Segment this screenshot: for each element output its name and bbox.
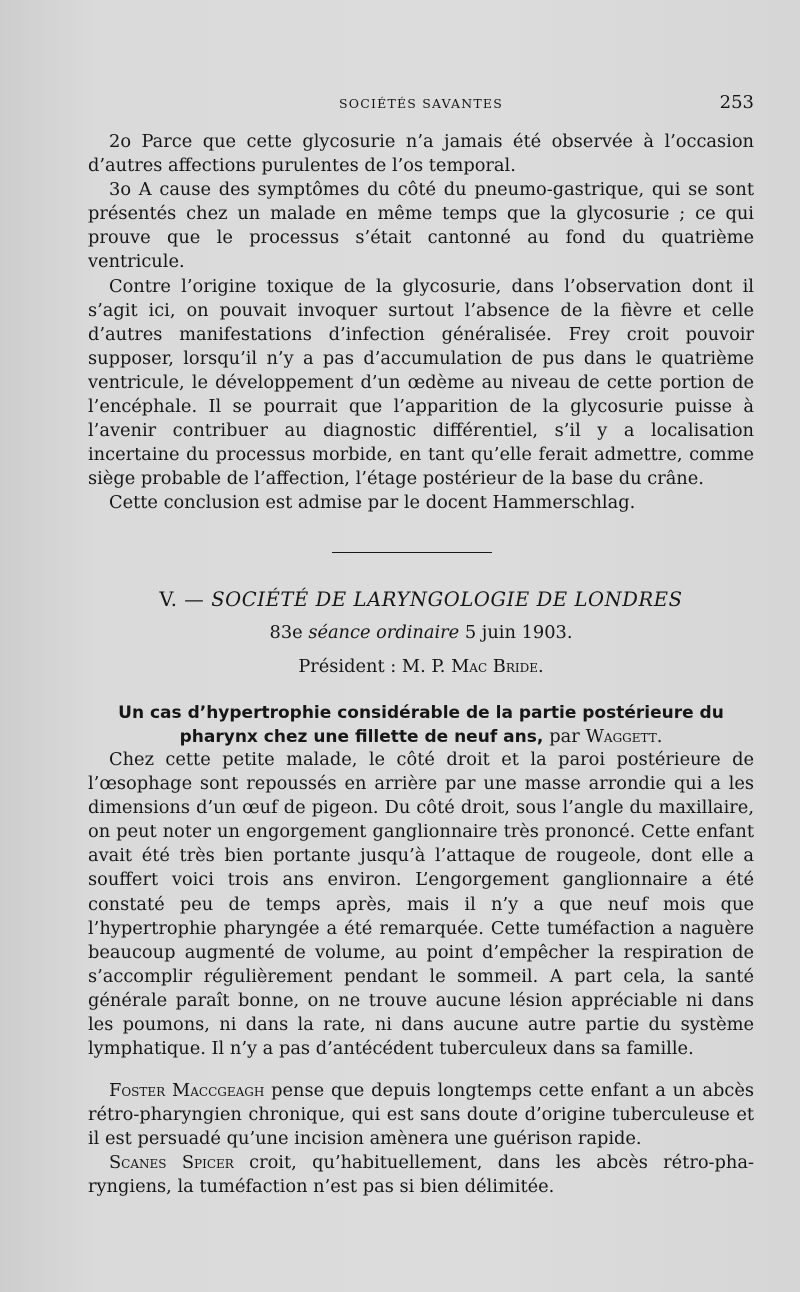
- speaker-text: croit, qu’habituellement, dans les abcès rétro-pharyngiens, la tuméfaction n’est pas si bien délimitée.: [88, 1152, 754, 1198]
- session-number: 83e: [269, 622, 303, 643]
- session-label: séance ordinaire: [308, 622, 460, 643]
- article-by: par: [549, 726, 580, 747]
- article-title-text: Un cas d’hypertrophie considérable de la partie postérieure du pharynx chez une fillette de neuf ans,: [118, 703, 724, 747]
- paragraph-point-2: 2o Parce que cette glycosurie n’a jamais été observée à l’occasion d’autres affections purulentes de l’os temporal.: [88, 131, 754, 177]
- section-divider: [332, 552, 492, 553]
- speaker-text: pense que depuis longtemps cette enfant a un abcès rétro-pharyngien chronique, qui est sans doute d’origine tuberculeuse et il est persuadé qu’une incision amènera une guérison rapide.: [88, 1080, 754, 1150]
- section-number: V. —: [159, 588, 205, 611]
- speaker-name: Scanes Spicer: [109, 1152, 234, 1174]
- paragraph-toxic-origin: Contre l’origine toxique de la glycosurie, dans l’observation dont il s’agit ici, on pouvait invoquer surtout l’absence de la fièvre et celle d’autres manifestations d’infection généralisée. Frey croit pouvoir supposer, lorsqu’il n’y a pas d’accumulation de pus dans le quatrième ventricule, le développement d’un œdème au niveau de cette portion de l’encéphale. Il se pourrait que l’apparition de la glycosurie puisse à l’avenir contribuer au diagnostic différentiel, s’il y a localisation incertaine du processus morbide, en tant qu’elle ferait admettre, comme siège probable de l’affection, l’étage postérieur de la base du crâne.: [88, 275, 754, 490]
- paragraph-conclusion: Cette conclusion est admise par le docent Hammerschlag.: [109, 492, 636, 514]
- president-line: [88, 656, 754, 677]
- page-number: 253: [719, 92, 754, 113]
- article-title: [88, 701, 754, 749]
- president-name: M. P. Mac Bride.: [401, 656, 544, 677]
- speaker-name: Foster Maccgeagh: [109, 1080, 265, 1101]
- article-body: [88, 748, 754, 1061]
- article-author: Waggett.: [585, 726, 663, 747]
- paragraph-point-3: 3o A cause des symptômes du côté du pneumo-gastrique, qui se sont présentés chez un malade en même temps que la glycosurie ; ce qui prouve que le processus s’était cantonné au fond du quatrième ventricule.: [88, 179, 754, 273]
- running-head-title: SOCIÉTÉS SAVANTES: [339, 96, 503, 111]
- article-paragraph: Chez cette petite malade, le côté droit et la paroi postérieure de l’œsophage sont repoussés en arrière par une masse arrondie qui a les dimensions d’un œuf de pigeon. Du côté droit, sous l’angle du maxillaire, on peut noter un engorgement ganglionnaire très prononcé. Cette enfant avait été très bien portante jusqu’à l’attaque de rougeole, dont elle a souffert voici trois ans environ. L’engorgement ganglionnaire a été constaté peu de temps après, mais il n’y a que neuf mois que l’hypertrophie pharyngée a été remarquée. Cette tuméfaction a naguère beaucoup augmenté de volume, au point d’empêcher la respiration de s’accomplir régulièrement pendant le sommeil. A part cela, la santé générale paraît bonne, on ne trouve aucune lésion appréciable ni dans les poumons, ni dans la rate, ni dans aucune autre partie du système lymphatique. Il n’y a pas d’antécédent tuberculeux dans sa famille.: [88, 749, 754, 1060]
- running-head: [88, 92, 754, 116]
- section-title: SOCIÉTÉ DE LARYNGOLOGIE DE LONDRES: [211, 588, 683, 611]
- session-date: 5 juin 1903.: [464, 622, 573, 643]
- session-line: [88, 622, 754, 643]
- discussion: [88, 1079, 754, 1199]
- president-label: Président :: [298, 656, 397, 677]
- intro-text: [88, 130, 754, 516]
- discussion-scanes: [88, 1151, 754, 1199]
- discussion-foster: [88, 1079, 754, 1151]
- section-heading: [88, 588, 754, 611]
